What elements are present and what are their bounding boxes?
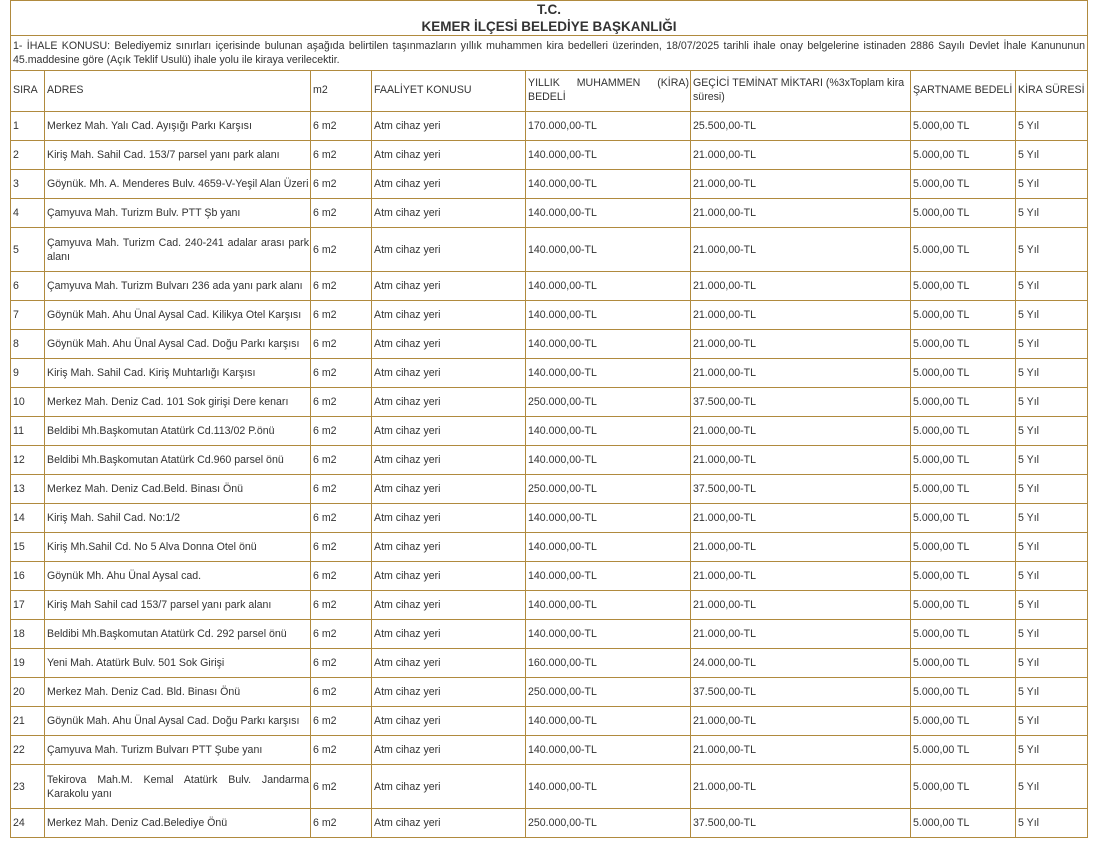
cell-faaliyet: Atm cihaz yeri [372, 330, 526, 359]
cell-sira: 5 [11, 228, 45, 272]
table-row [11, 765, 1088, 809]
cell-faaliyet: Atm cihaz yeri [372, 417, 526, 446]
title-line-1: T.C. [537, 2, 562, 17]
cell-sartname: 5.000,00 TL [911, 199, 1016, 228]
cell-teminat: 37.500,00-TL [691, 475, 911, 504]
cell-sartname: 5.000,00 TL [911, 112, 1016, 141]
cell-sira: 3 [11, 170, 45, 199]
cell-sira: 7 [11, 301, 45, 330]
table-row [11, 707, 1088, 736]
cell-sira: 12 [11, 446, 45, 475]
cell-sure: 5 Yıl [1016, 620, 1088, 649]
cell-faaliyet: Atm cihaz yeri [372, 141, 526, 170]
cell-adres: Göynük Mah. Ahu Ünal Aysal Cad. Doğu Parkı karşısı [45, 707, 311, 736]
cell-teminat: 21.000,00-TL [691, 765, 911, 809]
cell-adres: Çamyuva Mah. Turizm Bulvarı 236 ada yanı park alanı [45, 272, 311, 301]
cell-m2: 6 m2 [311, 199, 372, 228]
table-row [11, 228, 1088, 272]
cell-teminat: 21.000,00-TL [691, 707, 911, 736]
cell-teminat: 25.500,00-TL [691, 112, 911, 141]
cell-m2: 6 m2 [311, 620, 372, 649]
cell-m2: 6 m2 [311, 359, 372, 388]
cell-m2: 6 m2 [311, 765, 372, 809]
cell-sira: 1 [11, 112, 45, 141]
cell-faaliyet: Atm cihaz yeri [372, 533, 526, 562]
cell-sure: 5 Yıl [1016, 417, 1088, 446]
cell-sartname: 5.000,00 TL [911, 359, 1016, 388]
cell-bedel: 250.000,00-TL [526, 475, 691, 504]
cell-sira: 24 [11, 809, 45, 838]
cell-teminat: 37.500,00-TL [691, 809, 911, 838]
cell-sure: 5 Yıl [1016, 533, 1088, 562]
cell-adres: Göynük Mah. Ahu Ünal Aysal Cad. Kilikya Otel Karşısı [45, 301, 311, 330]
cell-faaliyet: Atm cihaz yeri [372, 359, 526, 388]
cell-adres: Yeni Mah. Atatürk Bulv. 501 Sok Girişi [45, 649, 311, 678]
cell-sure: 5 Yıl [1016, 170, 1088, 199]
cell-m2: 6 m2 [311, 504, 372, 533]
cell-teminat: 21.000,00-TL [691, 504, 911, 533]
table-row [11, 504, 1088, 533]
cell-sira: 16 [11, 562, 45, 591]
table-row [11, 446, 1088, 475]
cell-teminat: 37.500,00-TL [691, 388, 911, 417]
cell-sira: 13 [11, 475, 45, 504]
cell-m2: 6 m2 [311, 678, 372, 707]
table-row [11, 272, 1088, 301]
cell-adres: Kiriş Mah Sahil cad 153/7 parsel yanı park alanı [45, 591, 311, 620]
cell-m2: 6 m2 [311, 475, 372, 504]
cell-teminat: 21.000,00-TL [691, 170, 911, 199]
cell-adres: Kiriş Mah. Sahil Cad. No:1/2 [45, 504, 311, 533]
cell-bedel: 140.000,00-TL [526, 199, 691, 228]
cell-sartname: 5.000,00 TL [911, 736, 1016, 765]
cell-sartname: 5.000,00 TL [911, 809, 1016, 838]
cell-teminat: 21.000,00-TL [691, 301, 911, 330]
cell-m2: 6 m2 [311, 112, 372, 141]
table-row [11, 591, 1088, 620]
cell-teminat: 21.000,00-TL [691, 736, 911, 765]
cell-teminat: 21.000,00-TL [691, 591, 911, 620]
cell-sure: 5 Yıl [1016, 504, 1088, 533]
cell-faaliyet: Atm cihaz yeri [372, 301, 526, 330]
cell-teminat: 21.000,00-TL [691, 562, 911, 591]
tender-table [10, 0, 1088, 838]
cell-adres: Tekirova Mah.M. Kemal Atatürk Bulv. Jandarma Karakolu yanı [45, 765, 311, 809]
cell-sira: 14 [11, 504, 45, 533]
cell-faaliyet: Atm cihaz yeri [372, 809, 526, 838]
cell-bedel: 140.000,00-TL [526, 141, 691, 170]
table-row [11, 562, 1088, 591]
cell-bedel: 250.000,00-TL [526, 809, 691, 838]
cell-bedel: 140.000,00-TL [526, 359, 691, 388]
cell-sure: 5 Yıl [1016, 562, 1088, 591]
cell-teminat: 21.000,00-TL [691, 417, 911, 446]
cell-m2: 6 m2 [311, 562, 372, 591]
cell-sira: 17 [11, 591, 45, 620]
cell-faaliyet: Atm cihaz yeri [372, 649, 526, 678]
cell-teminat: 21.000,00-TL [691, 330, 911, 359]
cell-bedel: 250.000,00-TL [526, 678, 691, 707]
cell-bedel: 140.000,00-TL [526, 417, 691, 446]
cell-sira: 22 [11, 736, 45, 765]
cell-teminat: 21.000,00-TL [691, 359, 911, 388]
header-sira: SIRA [11, 71, 45, 112]
cell-faaliyet: Atm cihaz yeri [372, 562, 526, 591]
cell-adres: Kiriş Mah. Sahil Cad. 153/7 parsel yanı park alanı [45, 141, 311, 170]
cell-m2: 6 m2 [311, 388, 372, 417]
cell-sartname: 5.000,00 TL [911, 649, 1016, 678]
cell-sira: 23 [11, 765, 45, 809]
cell-bedel: 140.000,00-TL [526, 446, 691, 475]
cell-faaliyet: Atm cihaz yeri [372, 475, 526, 504]
cell-m2: 6 m2 [311, 330, 372, 359]
cell-adres: Merkez Mah. Deniz Cad. Bld. Binası Önü [45, 678, 311, 707]
cell-sartname: 5.000,00 TL [911, 330, 1016, 359]
cell-bedel: 140.000,00-TL [526, 765, 691, 809]
cell-bedel: 140.000,00-TL [526, 301, 691, 330]
cell-sira: 15 [11, 533, 45, 562]
table-row [11, 359, 1088, 388]
document-title [11, 1, 1088, 36]
cell-bedel: 140.000,00-TL [526, 272, 691, 301]
cell-teminat: 21.000,00-TL [691, 272, 911, 301]
cell-sira: 10 [11, 388, 45, 417]
cell-sartname: 5.000,00 TL [911, 620, 1016, 649]
cell-sure: 5 Yıl [1016, 112, 1088, 141]
cell-bedel: 140.000,00-TL [526, 228, 691, 272]
cell-adres: Çamyuva Mah. Turizm Cad. 240-241 adalar arası park alanı [45, 228, 311, 272]
cell-bedel: 170.000,00-TL [526, 112, 691, 141]
cell-bedel: 140.000,00-TL [526, 707, 691, 736]
cell-teminat: 37.500,00-TL [691, 678, 911, 707]
table-row [11, 533, 1088, 562]
intro-text: 1- İHALE KONUSU: Belediyemiz sınırları içerisinde bulunan aşağıda belirtilen taşınmazların yıllık muhammen kira bedelleri üzerinden, 18/07/2025 tarihli ihale onay belgelerine istinaden 2886 Sayılı Devlet İhale Kanununun 45.maddesine göre (Açık Teklif Usulü) ihale yolu ile kiraya verilecektir. [11, 36, 1088, 71]
cell-bedel: 140.000,00-TL [526, 504, 691, 533]
cell-faaliyet: Atm cihaz yeri [372, 591, 526, 620]
table-row [11, 678, 1088, 707]
cell-bedel: 140.000,00-TL [526, 591, 691, 620]
cell-sartname: 5.000,00 TL [911, 475, 1016, 504]
cell-bedel: 140.000,00-TL [526, 330, 691, 359]
cell-m2: 6 m2 [311, 736, 372, 765]
cell-sure: 5 Yıl [1016, 707, 1088, 736]
cell-faaliyet: Atm cihaz yeri [372, 170, 526, 199]
cell-teminat: 21.000,00-TL [691, 620, 911, 649]
cell-faaliyet: Atm cihaz yeri [372, 228, 526, 272]
cell-sartname: 5.000,00 TL [911, 301, 1016, 330]
cell-m2: 6 m2 [311, 301, 372, 330]
cell-bedel: 140.000,00-TL [526, 533, 691, 562]
header-adres: ADRES [45, 71, 311, 112]
cell-adres: Merkez Mah. Deniz Cad.Beld. Binası Önü [45, 475, 311, 504]
table-row [11, 199, 1088, 228]
header-row [11, 71, 1088, 112]
cell-adres: Merkez Mah. Deniz Cad.Belediye Önü [45, 809, 311, 838]
cell-sure: 5 Yıl [1016, 301, 1088, 330]
cell-sartname: 5.000,00 TL [911, 417, 1016, 446]
cell-sure: 5 Yıl [1016, 199, 1088, 228]
cell-sure: 5 Yıl [1016, 809, 1088, 838]
cell-sira: 8 [11, 330, 45, 359]
cell-faaliyet: Atm cihaz yeri [372, 707, 526, 736]
table-row [11, 475, 1088, 504]
cell-sure: 5 Yıl [1016, 446, 1088, 475]
cell-adres: Çamyuva Mah. Turizm Bulv. PTT Şb yanı [45, 199, 311, 228]
cell-teminat: 21.000,00-TL [691, 141, 911, 170]
cell-sira: 21 [11, 707, 45, 736]
header-m2: m2 [311, 71, 372, 112]
table-row [11, 388, 1088, 417]
cell-sure: 5 Yıl [1016, 272, 1088, 301]
table-row [11, 301, 1088, 330]
table-row [11, 330, 1088, 359]
cell-sira: 20 [11, 678, 45, 707]
cell-sartname: 5.000,00 TL [911, 591, 1016, 620]
cell-adres: Göynük Mh. Ahu Ünal Aysal cad. [45, 562, 311, 591]
cell-m2: 6 m2 [311, 417, 372, 446]
cell-sure: 5 Yıl [1016, 141, 1088, 170]
cell-teminat: 21.000,00-TL [691, 228, 911, 272]
cell-teminat: 21.000,00-TL [691, 533, 911, 562]
cell-m2: 6 m2 [311, 141, 372, 170]
document [10, 0, 1097, 838]
cell-m2: 6 m2 [311, 272, 372, 301]
cell-adres: Merkez Mah. Yalı Cad. Ayışığı Parkı Karşısı [45, 112, 311, 141]
cell-faaliyet: Atm cihaz yeri [372, 388, 526, 417]
table-row [11, 170, 1088, 199]
cell-sartname: 5.000,00 TL [911, 533, 1016, 562]
header-faaliyet: FAALİYET KONUSU [372, 71, 526, 112]
cell-bedel: 140.000,00-TL [526, 620, 691, 649]
cell-sure: 5 Yıl [1016, 678, 1088, 707]
cell-faaliyet: Atm cihaz yeri [372, 272, 526, 301]
cell-sartname: 5.000,00 TL [911, 446, 1016, 475]
header-sartname: ŞARTNAME BEDELİ [911, 71, 1016, 112]
cell-m2: 6 m2 [311, 228, 372, 272]
cell-sartname: 5.000,00 TL [911, 707, 1016, 736]
cell-sure: 5 Yıl [1016, 649, 1088, 678]
cell-sira: 9 [11, 359, 45, 388]
cell-adres: Kiriş Mah. Sahil Cad. Kiriş Muhtarlığı Karşısı [45, 359, 311, 388]
cell-faaliyet: Atm cihaz yeri [372, 504, 526, 533]
header-teminat: GEÇİCİ TEMİNAT MİKTARI (%3xToplam kira süresi) [691, 71, 911, 112]
cell-adres: Beldibi Mh.Başkomutan Atatürk Cd. 292 parsel önü [45, 620, 311, 649]
table-row [11, 112, 1088, 141]
cell-sure: 5 Yıl [1016, 591, 1088, 620]
title-line-2: KEMER İLÇESİ BELEDİYE BAŞKANLIĞI [421, 19, 677, 34]
cell-sira: 4 [11, 199, 45, 228]
cell-adres: Beldibi Mh.Başkomutan Atatürk Cd.113/02 P.önü [45, 417, 311, 446]
cell-faaliyet: Atm cihaz yeri [372, 112, 526, 141]
cell-bedel: 250.000,00-TL [526, 388, 691, 417]
cell-adres: Merkez Mah. Deniz Cad. 101 Sok girişi Dere kenarı [45, 388, 311, 417]
cell-teminat: 21.000,00-TL [691, 446, 911, 475]
cell-bedel: 160.000,00-TL [526, 649, 691, 678]
cell-sure: 5 Yıl [1016, 330, 1088, 359]
cell-teminat: 24.000,00-TL [691, 649, 911, 678]
cell-sira: 19 [11, 649, 45, 678]
cell-sure: 5 Yıl [1016, 765, 1088, 809]
cell-sira: 11 [11, 417, 45, 446]
header-sure: KİRA SÜRESİ [1016, 71, 1088, 112]
cell-sira: 2 [11, 141, 45, 170]
cell-adres: Göynük Mah. Ahu Ünal Aysal Cad. Doğu Parkı karşısı [45, 330, 311, 359]
cell-bedel: 140.000,00-TL [526, 736, 691, 765]
cell-m2: 6 m2 [311, 170, 372, 199]
cell-teminat: 21.000,00-TL [691, 199, 911, 228]
cell-sure: 5 Yıl [1016, 388, 1088, 417]
cell-adres: Göynük. Mh. A. Menderes Bulv. 4659-V-Yeşil Alan Üzeri [45, 170, 311, 199]
cell-sartname: 5.000,00 TL [911, 228, 1016, 272]
cell-sira: 18 [11, 620, 45, 649]
table-row [11, 649, 1088, 678]
cell-m2: 6 m2 [311, 707, 372, 736]
table-row [11, 736, 1088, 765]
cell-bedel: 140.000,00-TL [526, 170, 691, 199]
cell-sartname: 5.000,00 TL [911, 170, 1016, 199]
cell-sartname: 5.000,00 TL [911, 678, 1016, 707]
cell-sartname: 5.000,00 TL [911, 765, 1016, 809]
table-row [11, 141, 1088, 170]
cell-faaliyet: Atm cihaz yeri [372, 765, 526, 809]
cell-sira: 6 [11, 272, 45, 301]
cell-faaliyet: Atm cihaz yeri [372, 678, 526, 707]
cell-adres: Çamyuva Mah. Turizm Bulvarı PTT Şube yanı [45, 736, 311, 765]
cell-adres: Kiriş Mh.Sahil Cd. No 5 Alva Donna Otel önü [45, 533, 311, 562]
cell-sartname: 5.000,00 TL [911, 562, 1016, 591]
cell-m2: 6 m2 [311, 446, 372, 475]
cell-sartname: 5.000,00 TL [911, 272, 1016, 301]
cell-sure: 5 Yıl [1016, 475, 1088, 504]
cell-bedel: 140.000,00-TL [526, 562, 691, 591]
cell-sure: 5 Yıl [1016, 359, 1088, 388]
cell-sure: 5 Yıl [1016, 736, 1088, 765]
cell-m2: 6 m2 [311, 591, 372, 620]
table-row [11, 809, 1088, 838]
cell-faaliyet: Atm cihaz yeri [372, 620, 526, 649]
cell-m2: 6 m2 [311, 809, 372, 838]
cell-m2: 6 m2 [311, 533, 372, 562]
cell-faaliyet: Atm cihaz yeri [372, 446, 526, 475]
header-bedel: YILLIK MUHAMMEN (KİRA) BEDELİ [526, 71, 691, 112]
table-row [11, 417, 1088, 446]
cell-sartname: 5.000,00 TL [911, 388, 1016, 417]
cell-sure: 5 Yıl [1016, 228, 1088, 272]
cell-faaliyet: Atm cihaz yeri [372, 199, 526, 228]
cell-sartname: 5.000,00 TL [911, 141, 1016, 170]
table-row [11, 620, 1088, 649]
cell-adres: Beldibi Mh.Başkomutan Atatürk Cd.960 parsel önü [45, 446, 311, 475]
cell-m2: 6 m2 [311, 649, 372, 678]
cell-faaliyet: Atm cihaz yeri [372, 736, 526, 765]
cell-sartname: 5.000,00 TL [911, 504, 1016, 533]
